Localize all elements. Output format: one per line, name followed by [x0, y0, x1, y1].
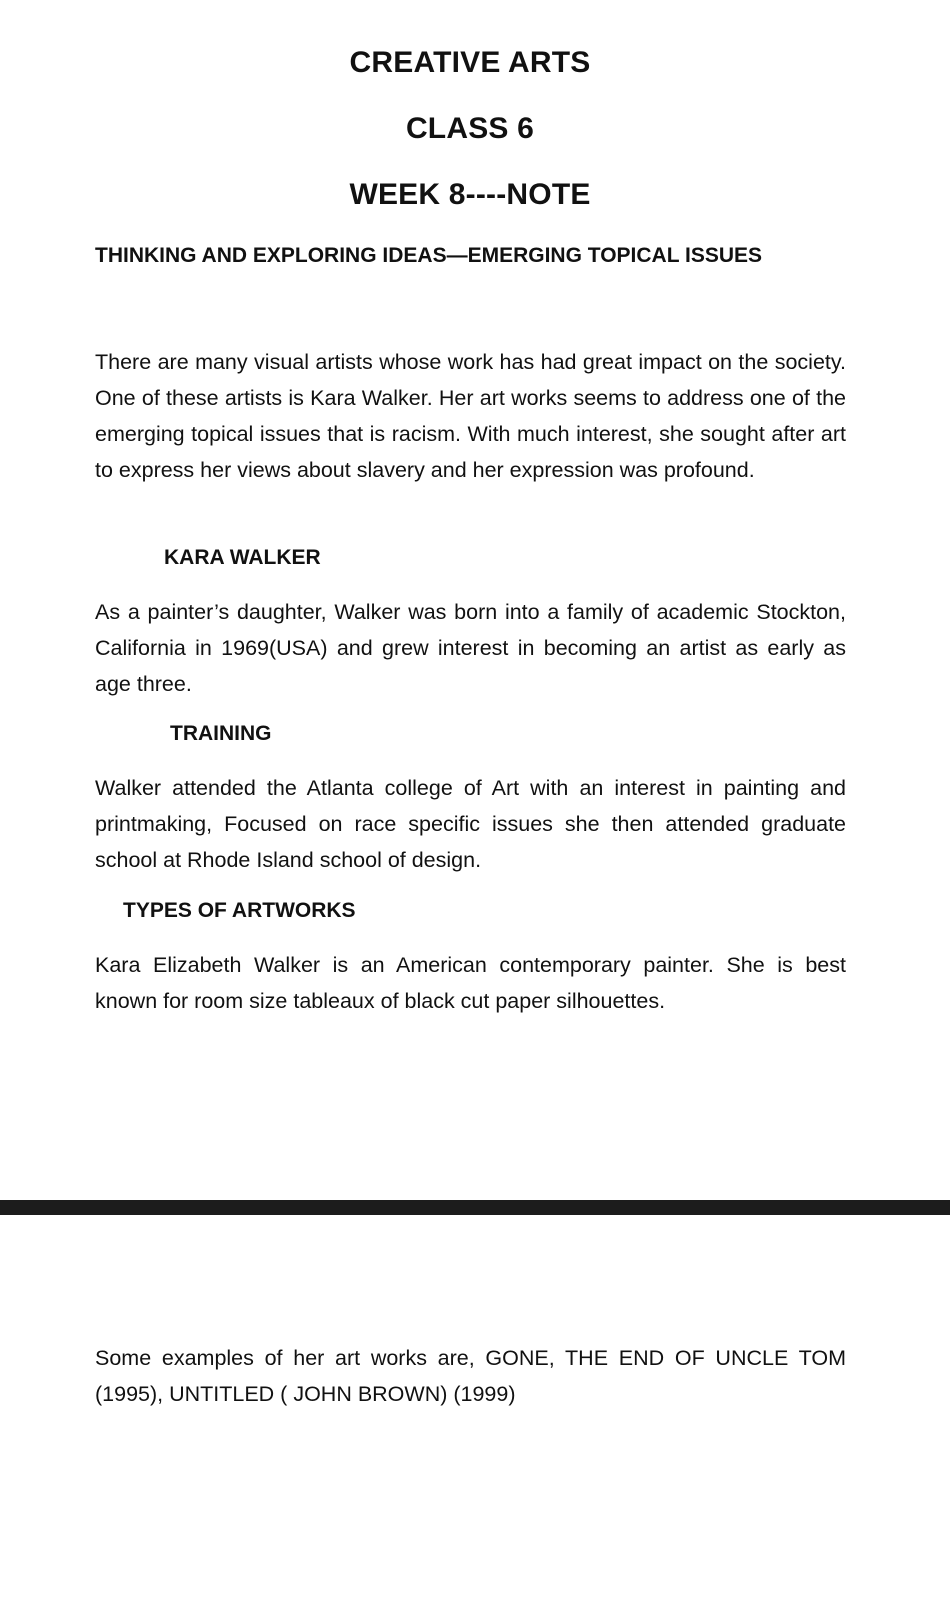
types-of-artworks-paragraph: Kara Elizabeth Walker is an American contemporary painter. She is best known for room size tableaux of black cut paper silhouettes. — [95, 953, 846, 1013]
class-title: CLASS 6 — [405, 112, 535, 145]
kara-walker-paragraph: As a painter’s daughter, Walker was born into a family of academic Stockton, California in 1969(USA) and grew interest in becoming an artist as early as age three. — [95, 600, 846, 696]
training-paragraph: Walker attended the Atlanta college of Art with an interest in painting and printmaking, Focused on race specific issues she then attended graduate school at Rhode Island school of design. — [95, 776, 846, 872]
subject-title: CREATIVE ARTS — [349, 46, 591, 79]
types-of-artworks-heading: TYPES OF ARTWORKS — [123, 899, 356, 922]
kara-walker-heading: KARA WALKER — [164, 546, 321, 569]
examples-paragraph: Some examples of her art works are, GONE, THE END OF UNCLE TOM (1995), UNTITLED ( JOHN BROWN) (1999) — [95, 1346, 846, 1406]
training-heading: TRAINING — [170, 722, 272, 745]
intro-paragraph: There are many visual artists whose work has had great impact on the society. One of these artists is Kara Walker. Her art works seems to address one of the emerging topical issues that is racism. With much interest, she sought after art to express her views about slavery and her expression was profound. — [95, 350, 846, 482]
page-break-divider — [0, 1200, 950, 1215]
week-title: WEEK 8----NOTE — [349, 178, 591, 211]
topic-heading: THINKING AND EXPLORING IDEAS—EMERGING TOPICAL ISSUES — [95, 244, 763, 267]
